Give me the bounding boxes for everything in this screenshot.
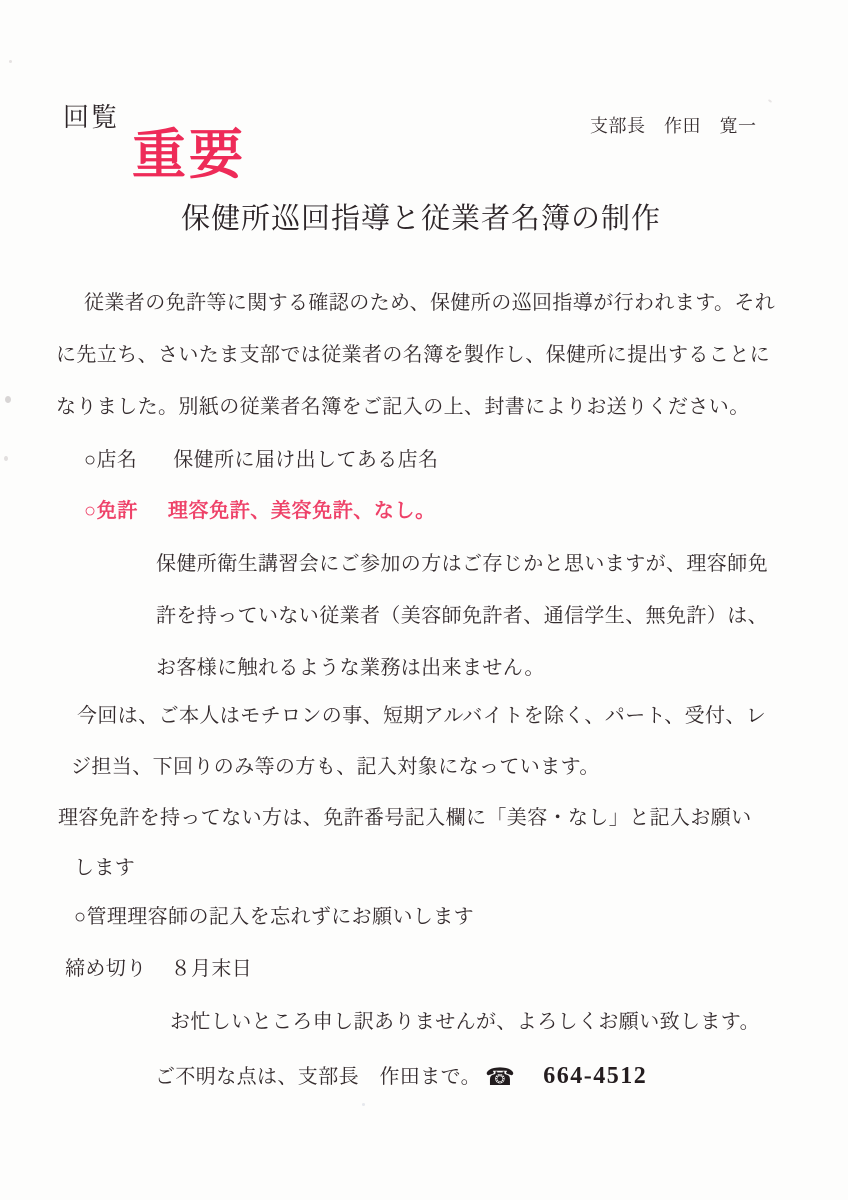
- scan-speck: [4, 456, 8, 461]
- intro-line-3: なりました。別紙の従業者名簿をご記入の上、封書によりお送りください。: [56, 396, 750, 418]
- scope-note-line-1: 今回は、ご本人はモチロンの事、短期アルバイトを除く、パート、受付、レ: [77, 705, 767, 727]
- shop-name-label: ○店名: [84, 449, 138, 471]
- scan-speck: [9, 60, 12, 63]
- contact-phone-number: 664-4512: [543, 1063, 648, 1089]
- contact-line: [155, 1063, 648, 1091]
- shop-name-item: [84, 450, 438, 470]
- entry-request-line-1: 理容免許を持ってない方は、免許番号記入欄に「美容・なし」と記入お願い: [58, 807, 752, 829]
- license-note-line-1: 保健所衛生講習会にご参加の方はご存じかと思いますが、理容師免: [156, 553, 768, 575]
- shop-name-value: 保健所に届け出してある店名: [173, 449, 439, 471]
- deadline-value: ８月末日: [170, 958, 253, 980]
- manager-note: ○管理理容師の記入を忘れずにお願いします: [74, 906, 475, 928]
- scope-note-line-2: ジ担当、下回りのみ等の方も、記入対象になっています。: [71, 756, 600, 778]
- scan-speck: [768, 99, 772, 103]
- entry-request-line-2: します: [74, 857, 136, 879]
- license-label: ○免許: [84, 500, 138, 522]
- scan-speck: [5, 396, 11, 403]
- important-stamp: 重要: [132, 125, 246, 185]
- telephone-icon: ☎: [485, 1063, 516, 1091]
- license-value: 理容免許、美容免許、なし。: [167, 500, 436, 522]
- contact-text: ご不明な点は、支部長 作田まで。: [155, 1066, 481, 1088]
- document-title: 保健所巡回指導と従業者名簿の制作: [181, 203, 662, 235]
- intro-line-1: 従業者の免許等に関する確認のため、保健所の巡回指導が行われます。それ: [84, 292, 776, 314]
- license-note-line-2: 許を持っていない従業者（美容師免許者、通信学生、無免許）は、: [156, 605, 768, 627]
- branch-manager-signature: 支部長 作田 寛一: [590, 116, 757, 136]
- deadline-item: [65, 959, 252, 979]
- closing-remark: お忙しいところ申し訳ありませんが、よろしくお願い致します。: [170, 1011, 760, 1033]
- intro-line-2: に先立ち、さいたま支部では従業者の名簿を製作し、保健所に提出することに: [56, 344, 770, 366]
- deadline-label: 締め切り: [65, 958, 147, 980]
- license-item: [84, 501, 436, 521]
- license-note-line-3: お客様に触れるような業務は出来ません。: [156, 657, 545, 679]
- scan-speck: [362, 1103, 365, 1106]
- circulation-label: 回覧: [63, 102, 120, 132]
